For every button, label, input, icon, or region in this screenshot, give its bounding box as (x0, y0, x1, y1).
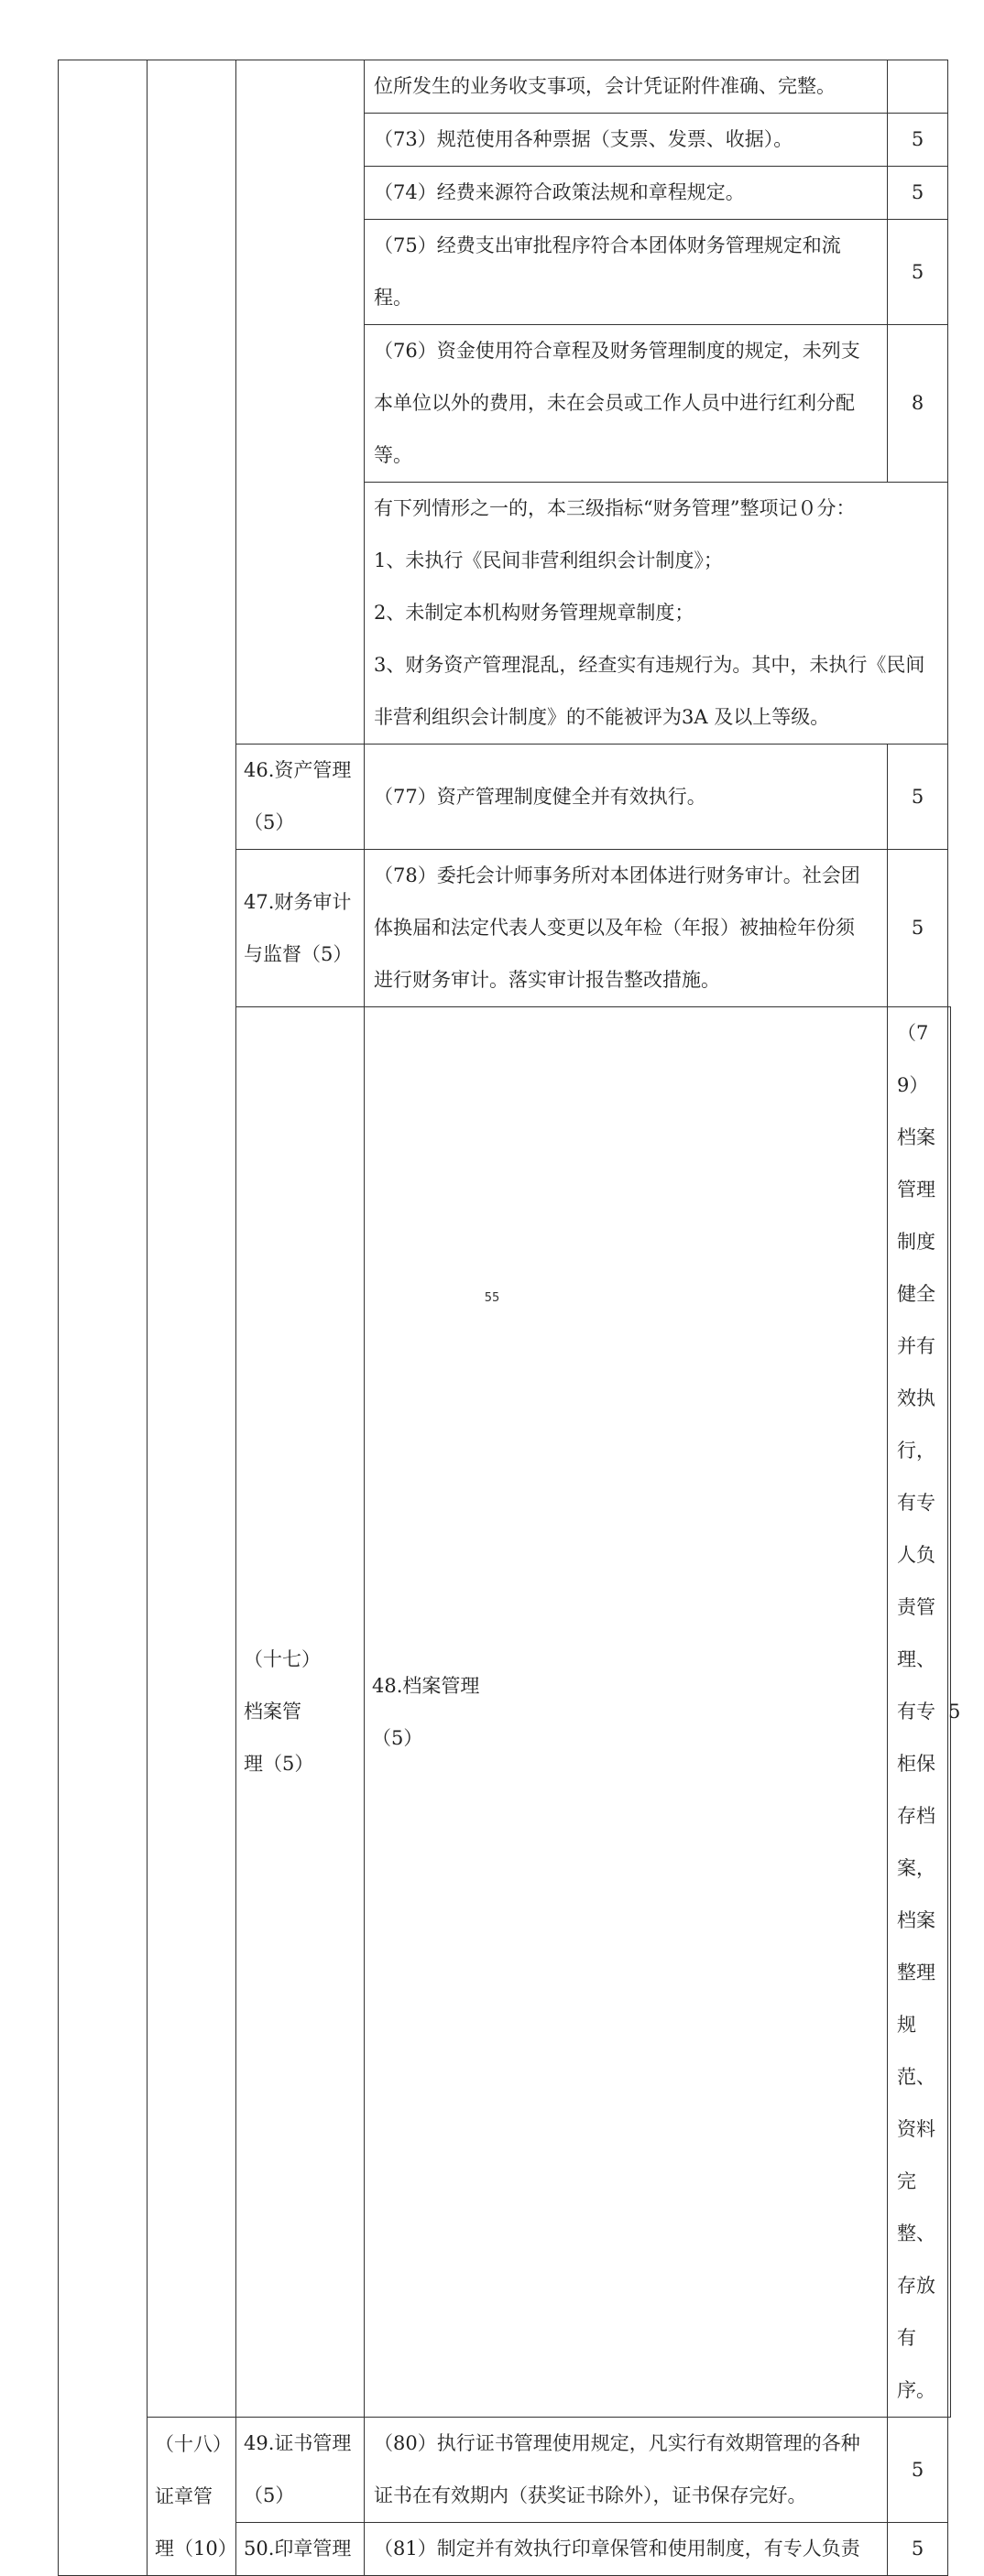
score-cell: 5 (888, 220, 948, 325)
criterion-text: （75）经费支出审批程序符合本团体财务管理规定和流程。 (365, 220, 888, 325)
text-line: （十八） (155, 2432, 232, 2455)
text-line: 理（10） (155, 2537, 237, 2560)
indicator-cell (236, 850, 365, 1007)
text-line: 有下列情形之一的，本三级指标“财务管理”整项记０分： (374, 497, 856, 519)
table-row (59, 60, 951, 114)
text-line: 理（5） (244, 1753, 314, 1775)
text-line: （80）执行证书管理使用规定，凡实行有效期管理的各种 (374, 2432, 860, 2454)
criterion-text (365, 850, 888, 1007)
criterion-text (365, 325, 888, 483)
penalty-note (365, 483, 948, 745)
subcategory-cell (148, 60, 236, 2418)
text-line: 1、未执行《民间非营利组织会计制度》； (374, 549, 723, 571)
text-line: （5） (244, 2484, 295, 2506)
score-cell: 5 (888, 850, 948, 1007)
table-row (59, 2418, 951, 2523)
criterion-text: 位所发生的业务收支事项，会计凭证附件准确、完整。 (365, 60, 888, 114)
text-line: 47.财务审计 (244, 890, 352, 913)
score-cell: 8 (888, 325, 948, 483)
score-cell: 5 (888, 114, 948, 167)
criterion-text: （74）经费来源符合政策法规和章程规定。 (365, 167, 888, 220)
score-cell: 5 (888, 167, 948, 220)
criterion-text: （73）规范使用各种票据（支票、发票、收据）。 (365, 114, 888, 167)
subcategory-cell (148, 2418, 236, 2576)
text-line: 等。 (374, 444, 412, 466)
page-number: 55 (484, 1291, 500, 1305)
text-line: （78）委托会计师事务所对本团体进行财务审计。社会团 (374, 864, 860, 886)
text-line: 48.档案管理 (372, 1674, 480, 1697)
text-line: （5） (372, 1726, 423, 1749)
indicator-cell (236, 2418, 365, 2523)
text-line: 体换届和法定代表人变更以及年检（年报）被抽检年份须 (374, 917, 855, 939)
indicator-cell (236, 745, 365, 850)
subcategory-cell (236, 1007, 365, 2418)
text-line: 2、未制定本机构财务管理规章制度； (374, 602, 694, 624)
text-line: （5） (244, 811, 295, 833)
criterion-text (888, 1007, 948, 2418)
score-cell: 5 (948, 1007, 951, 2418)
score-cell: 5 (888, 2418, 948, 2523)
text-line: 49.证书管理 (244, 2432, 352, 2454)
text-line: （79）档案管理制度健全并有效执行，有专人负责管理、 (897, 1022, 935, 1670)
text-line: （76）资金使用符合章程及财务管理制度的规定，未列支 (374, 340, 860, 362)
score-cell (888, 60, 948, 114)
text-line: 非营利组织会计制度》的不能被评为3A 及以上等级。 (374, 706, 830, 728)
text-line: （十七） (244, 1648, 321, 1670)
indicator-cell (236, 60, 365, 745)
indicator-cell (365, 1007, 888, 2418)
text-line: 证书在有效期内（获奖证书除外），证书保存完好。 (374, 2484, 807, 2506)
score-cell: 5 (888, 2523, 948, 2576)
text-line: 进行财务审计。落实审计报告整改措施。 (374, 969, 720, 991)
criterion-text (365, 2418, 888, 2523)
text-line: 46.资产管理 (244, 759, 352, 781)
criterion-text: （77）资产管理制度健全并有效执行。 (365, 745, 888, 850)
category-cell (59, 60, 148, 2576)
indicator-cell: 50.印章管理 (236, 2523, 365, 2576)
text-line: 本单位以外的费用，未在会员或工作人员中进行红利分配 (374, 392, 855, 414)
text-line: 有专柜保存档案，档案整理规范、资料完整、存放有序。 (897, 1701, 935, 2401)
text-line: 档案管 (244, 1701, 301, 1723)
score-cell: 5 (888, 745, 948, 850)
text-line: 与监督（5） (244, 942, 353, 965)
text-line: 证章管 (155, 2484, 213, 2507)
evaluation-table (58, 60, 961, 2576)
text-line: 3、财务资产管理混乱，经查实有违规行为。其中，未执行《民间 (374, 654, 925, 676)
criterion-text: （81）制定并有效执行印章保管和使用制度，有专人负责 (365, 2523, 888, 2576)
